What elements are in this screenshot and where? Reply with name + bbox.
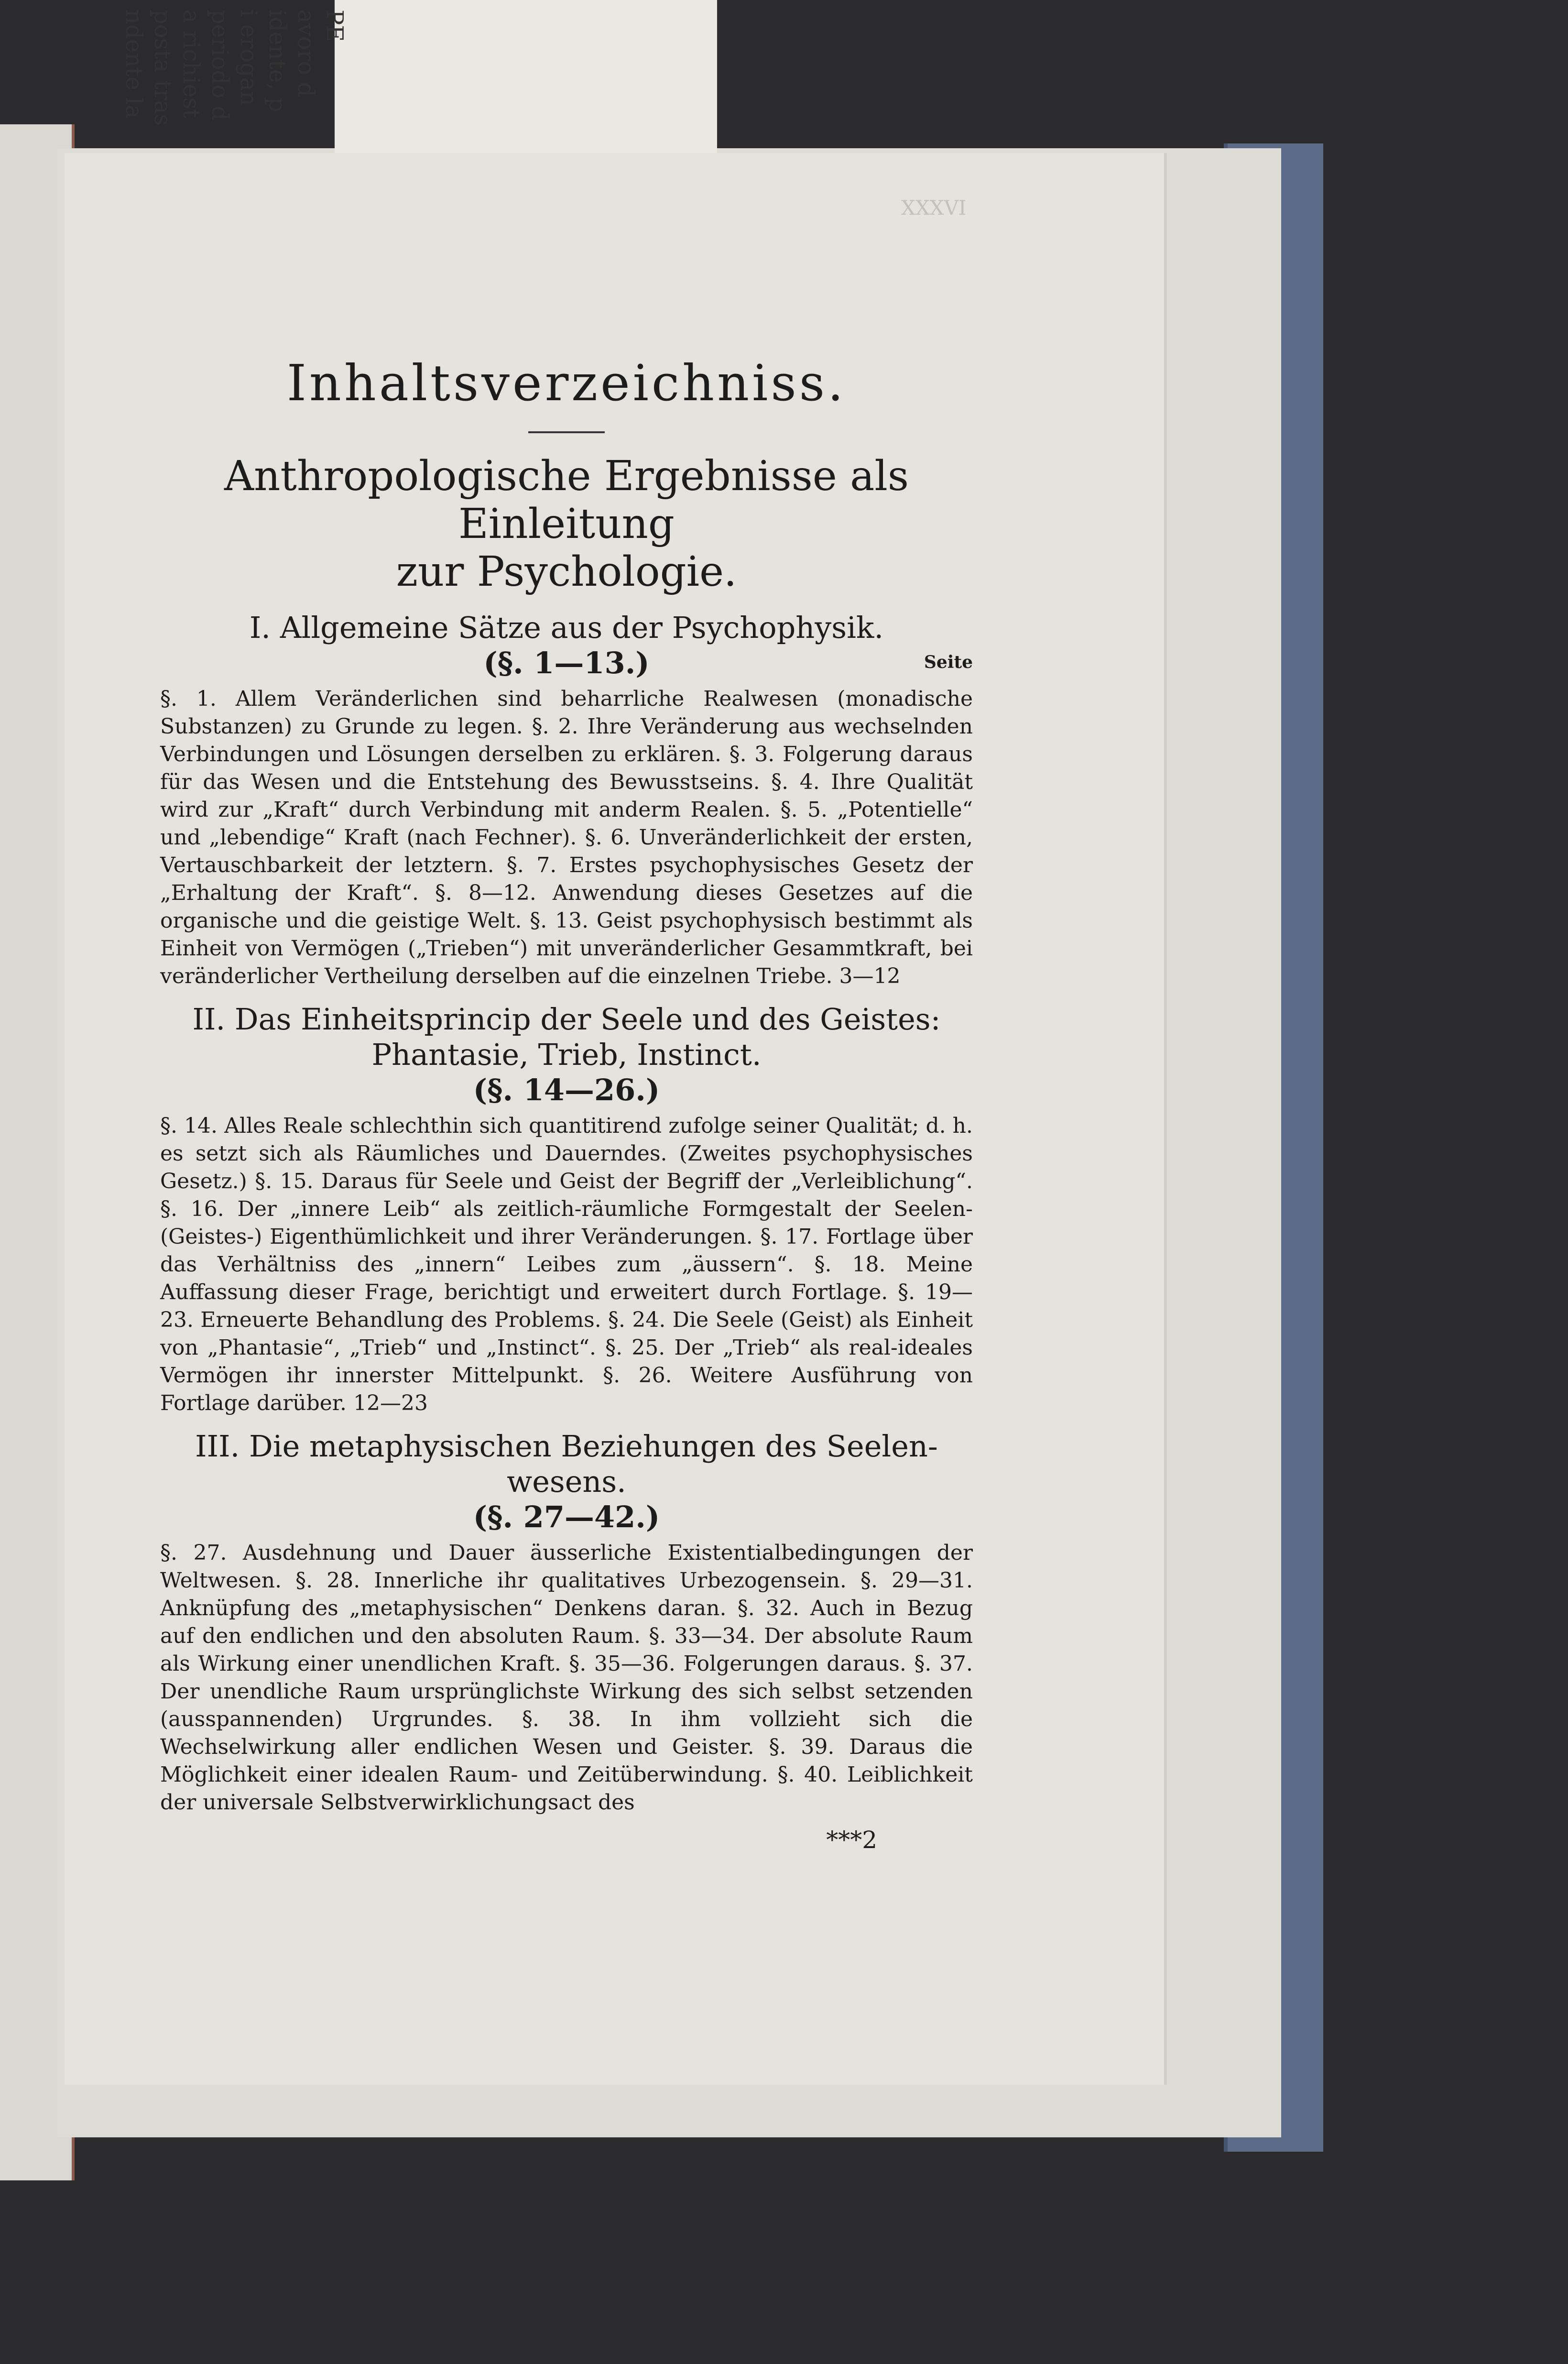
section-entry — [160, 1539, 973, 1817]
section-range-text: (§. 1—13.) — [483, 646, 650, 680]
slip-line: a richiest — [178, 10, 205, 119]
paper-slip — [120, 0, 717, 163]
entry-text: §. 27. Ausdehnung und Dauer äusserliche Existentialbedingungen der Weltwesen. §. 28. Innerliche ihr qualitatives Urbezogensein. §. 29—31. Anknüpfung des „metaphysischen“ Denkens daran. §. 32. Auch in Bezug auf den endlichen und den absoluten Raum. §. 33—34. Der absolute Raum als Wirkung einer unendlichen Kraft. §. 35—36. Folgerungen daraus. §. 37. Der unendliche Raum ursprünglichste Wirkung des sich selbst setzenden (ausspannenden) Urgrundes. §. 38. In ihm vollzieht sich die Wechselwirkung aller endlichen Wesen und Geister. §. 39. Daraus die Möglichkeit einer idealen Raum- und Zeitüberwindung. §. 40. Leiblichkeit der universale Selbstverwirklichungsact des — [160, 1541, 973, 1815]
section-heading-line-2: wesens. — [507, 1464, 626, 1499]
page-content — [160, 354, 973, 1854]
signature-mark: ***2 — [826, 1826, 877, 1854]
slip-line: periodo d — [207, 10, 233, 120]
slip-line: PE — [321, 10, 348, 42]
part-title — [160, 452, 973, 596]
entry-text: §. 1. Allem Veränderlichen sind beharrliche Realwesen (monadische Substanzen) zu Grunde zu legen. §. 2. Ihre Veränderung aus wechselnden Verbindungen und Lösungen derselben zu erklären. §. 3. Folgerung daraus für das Wesen und die Entstehung des Bewusstseins. §. 4. Ihre Qualität wird zur „Kraft“ durch Verbindung mit anderm Realen. §. 5. „Potentielle“ und „lebendige“ Kraft (nach Fechner). §. 6. Unveränderlichkeit der ersten, Vertauschbarkeit der letztern. §. 7. Erstes psychophysisches Gesetz der „Erhaltung der Kraft“. §. 8—12. Anwendung dieses Gesetzes auf die organische und die geistige Welt. §. 13. Geist psychophysisch bestimmt als Einheit von Vermögen („Trieben“) mit unveränderlicher Gesammtkraft, bei veränderlicher Vertheilung derselben auf die einzelnen Triebe. — [160, 687, 973, 988]
page-reference: 3—12 — [839, 964, 901, 988]
seite-label: Seite — [924, 652, 973, 672]
part-title-line-2: zur Psychologie. — [396, 548, 737, 596]
show-through-header: XXXVI — [901, 196, 967, 219]
section-range: (§. 27—42.) — [473, 1499, 660, 1534]
section-entry — [160, 1112, 973, 1417]
section-3 — [160, 1429, 973, 1817]
book-page — [65, 153, 1164, 2085]
section-2 — [160, 1002, 973, 1417]
section-heading-line-1: II. Das Einheitsprincip der Seele und des Geistes: — [192, 1002, 941, 1037]
section-heading — [160, 1429, 973, 1499]
section-heading-line-1: III. Die metaphysischen Beziehungen des Seelen- — [195, 1429, 938, 1464]
section-range — [160, 646, 973, 680]
page-title: Inhaltsverzeichniss. — [286, 354, 847, 412]
section-entry — [160, 685, 973, 990]
slip-line: posta tras — [149, 10, 176, 126]
slip-line: ndente la — [120, 10, 147, 119]
section-heading — [160, 1002, 973, 1073]
section-heading: I. Allgemeine Sätze aus der Psychophysik. — [249, 610, 884, 645]
section-heading-line-2: Phantasie, Trieb, Instinct. — [371, 1037, 762, 1072]
slip-line: avoro d — [293, 10, 319, 97]
page-reference: 12—23 — [353, 1391, 428, 1415]
title-rule — [528, 431, 605, 433]
slip-line: i erogan — [235, 10, 262, 106]
part-title-line-1: Anthropologische Ergebnisse als Einleitung — [224, 452, 909, 548]
slip-line: idente, p — [264, 10, 291, 112]
section-1 — [160, 610, 973, 990]
entry-text: §. 14. Alles Reale schlechthin sich quantitirend zufolge seiner Qualität; d. h. es setzt sich als Räumliches und Dauerndes. (Zweites psychophysisches Gesetz.) §. 15. Daraus für Seele und Geist der Begriff der „Verleiblichung“. §. 16. Der „innere Leib“ als zeitlich-räumliche Formgestalt der Seelen-(Geistes-) Eigenthümlichkeit und ihrer Veränderungen. §. 17. Fortlage über das Verhältniss des „innern“ Leibes zum „äussern“. §. 18. Meine Auffassung dieser Frage, berichtigt und erweitert durch Fortlage. §. 19—23. Erneuerte Behandlung des Problems. §. 24. Die Seele (Geist) als Einheit von „Phantasie“, „Trieb“ und „Instinct“. §. 25. Der „Trieb“ als real-ideales Vermögen ihr innerster Mittelpunkt. §. 26. Weitere Ausführung von Fortlage darüber. — [160, 1114, 973, 1415]
section-range: (§. 14—26.) — [473, 1073, 660, 1107]
